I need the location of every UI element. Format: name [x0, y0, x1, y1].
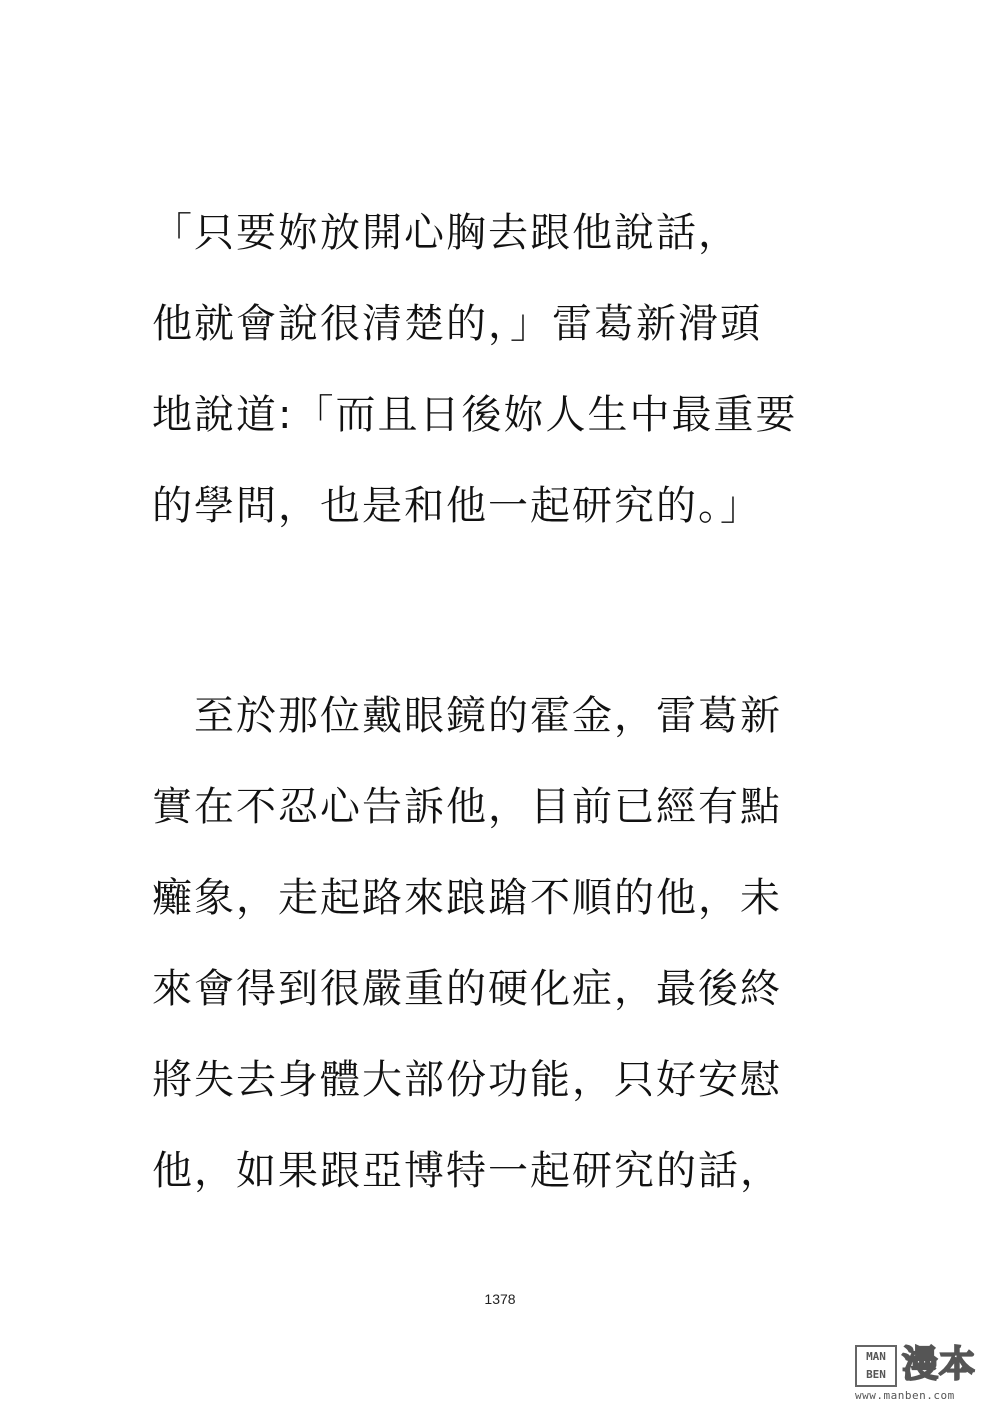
text-line: 至於那位戴眼鏡的霍金，雷葛新	[152, 693, 782, 739]
text-line: 他就會說很清楚的，」雷葛新滑頭	[152, 301, 762, 347]
text-line: 實在不忍心告訴他，目前已經有點	[152, 784, 782, 830]
text-line: 地說道:「而且日後妳人生中最重要	[152, 392, 798, 438]
watermark-box-top: MAN	[866, 1350, 886, 1363]
watermark-box-bottom: BEN	[866, 1368, 886, 1381]
watermark-chars: 漫本	[902, 1344, 977, 1385]
text-line: 癱象，走起路來踉蹌不順的他，未	[152, 875, 782, 921]
text-line: 他，如果跟亞博特一起研究的話，	[152, 1148, 782, 1194]
page-number: 1378	[484, 1291, 516, 1307]
text-line: 「只要妳放開心胸去跟他說話，	[152, 210, 740, 256]
paragraph-dialogue	[152, 197, 852, 561]
text-line: 來會得到很嚴重的硬化症，最後終	[152, 966, 782, 1012]
text-line: 的學問，也是和他一起研究的。」	[152, 483, 762, 529]
watermark-url: www.manben.com	[855, 1389, 955, 1402]
watermark-box-icon	[855, 1345, 897, 1387]
watermark-logo	[855, 1343, 990, 1403]
text-line: 將失去身體大部份功能，只好安慰	[152, 1057, 782, 1103]
paragraph-narration	[152, 680, 852, 1226]
